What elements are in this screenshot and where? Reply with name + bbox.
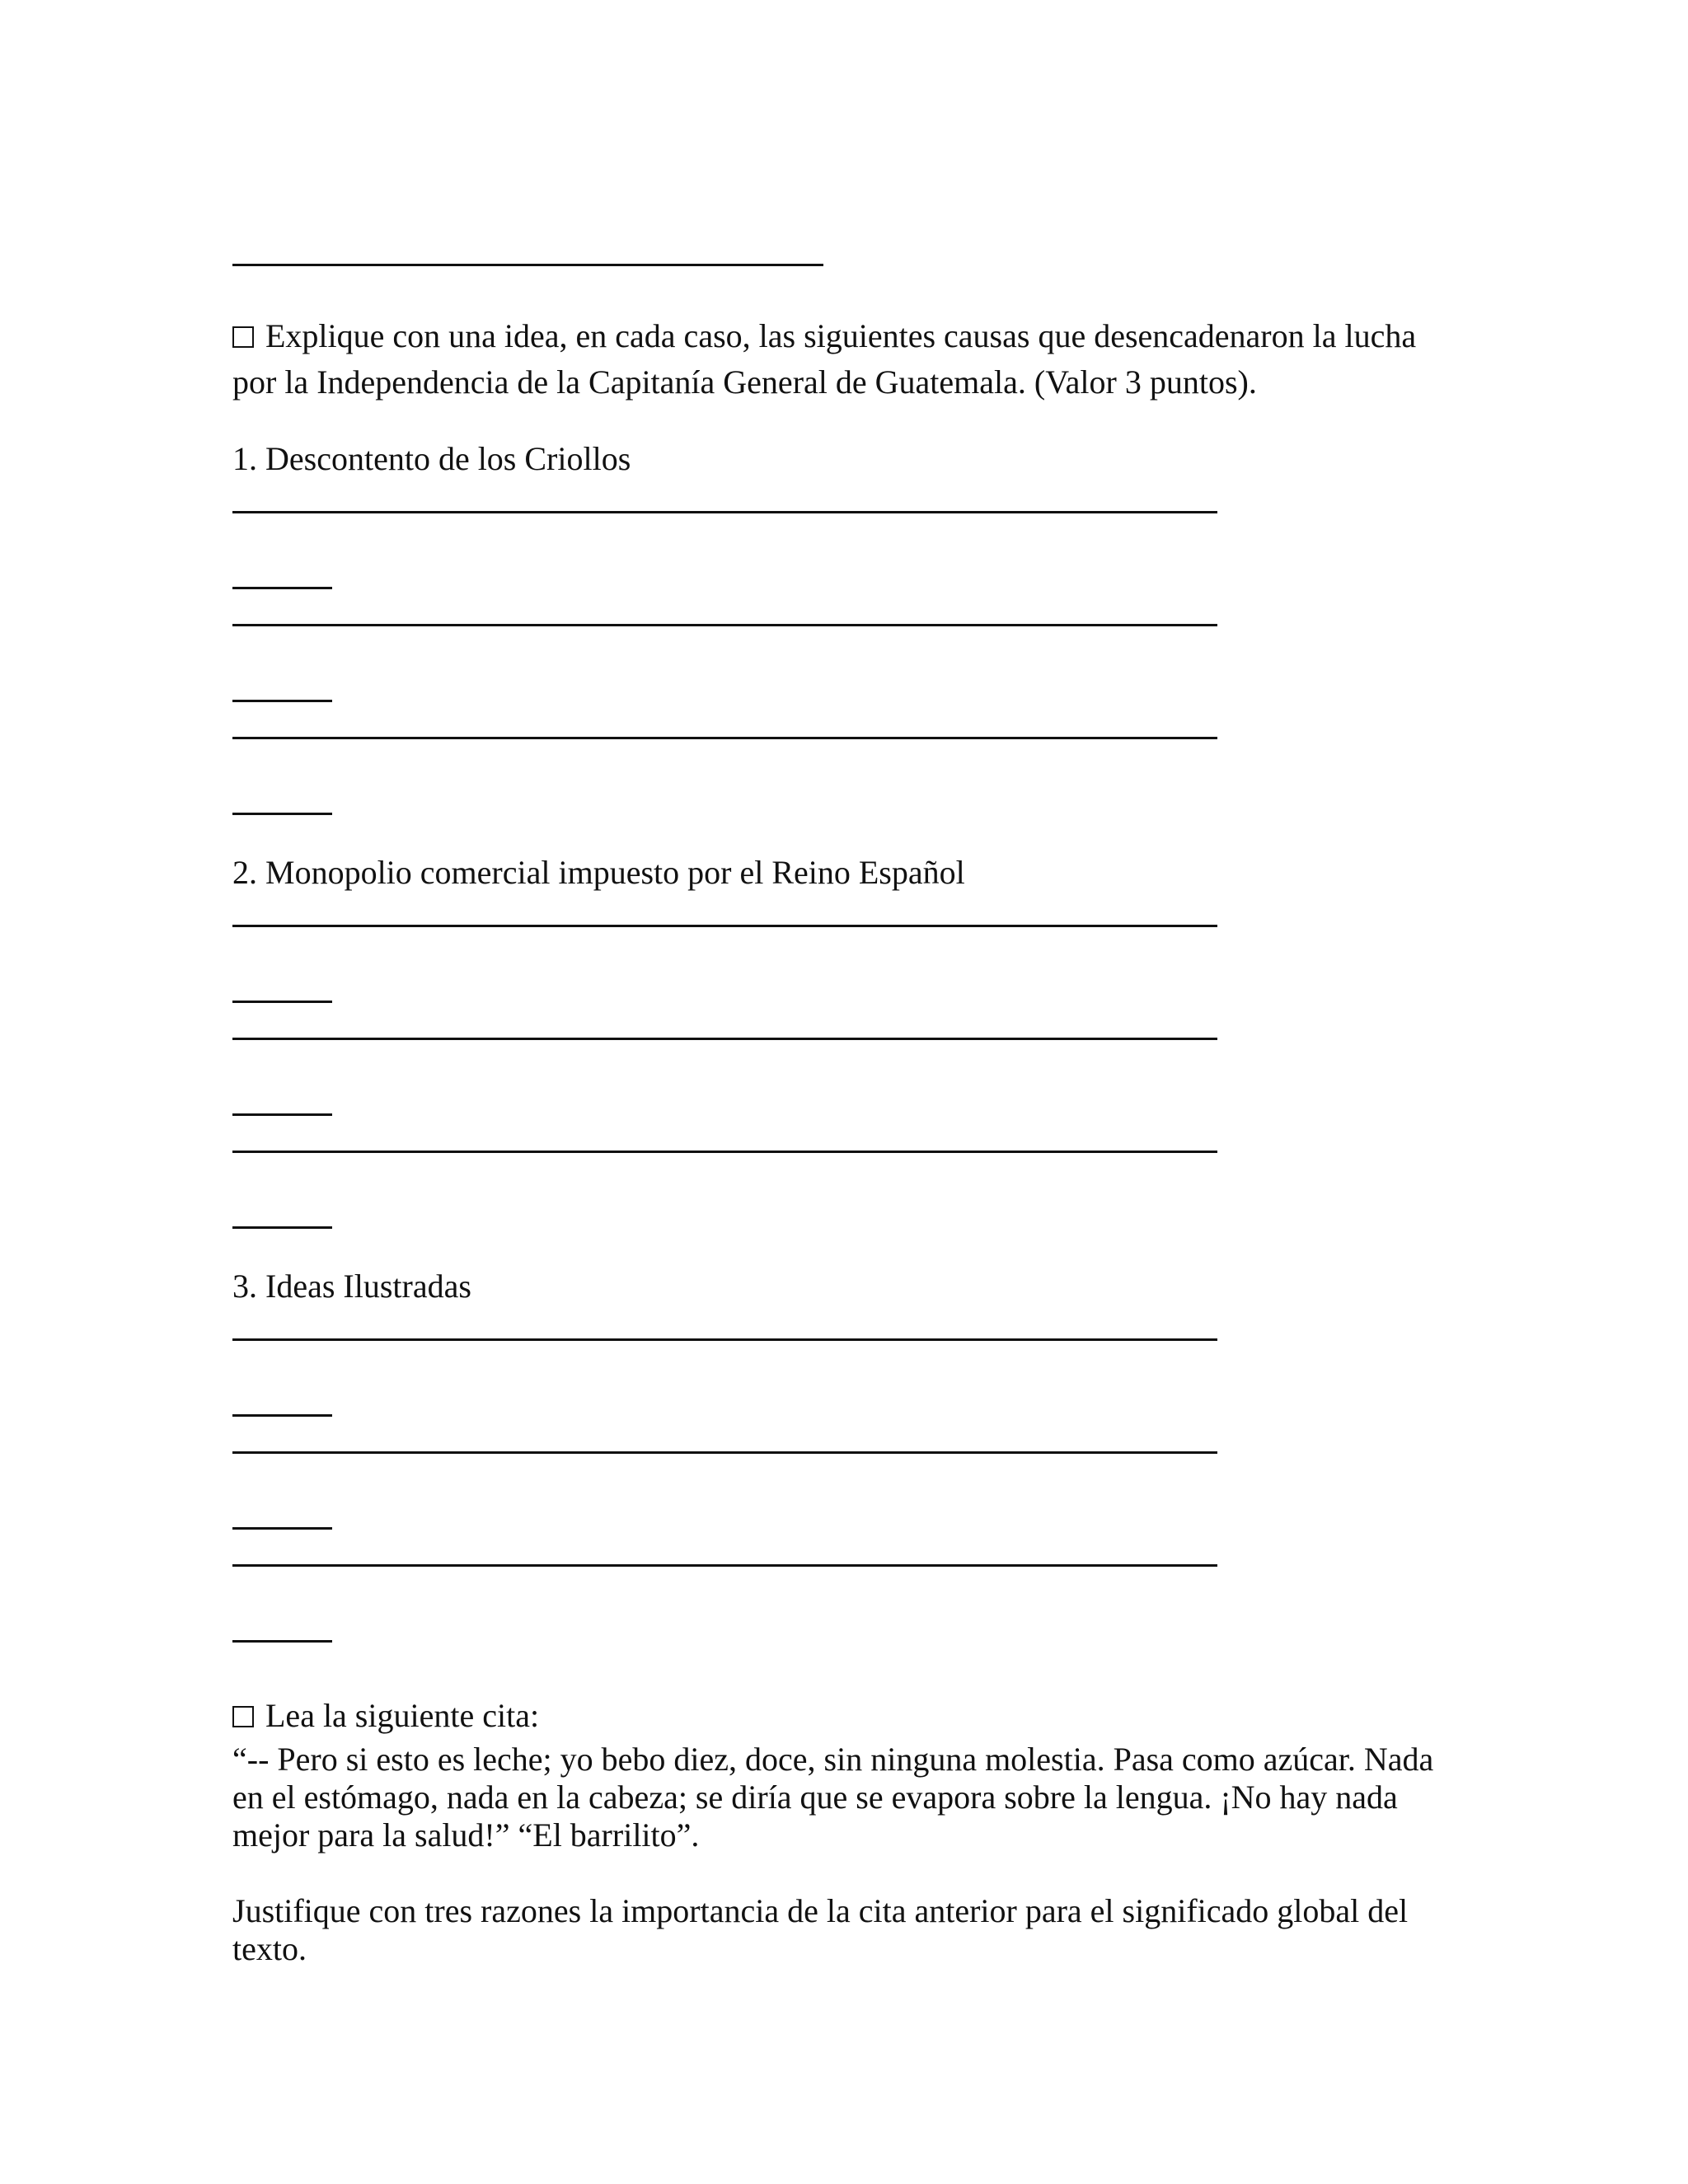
quote-line-3: mejor para la salud!” “El barrilito”. [232, 1816, 700, 1854]
instruction-line-2: texto. [232, 1930, 307, 1967]
answer-line[interactable] [232, 511, 1217, 513]
quote-line-2: en el estómago, nada en la cabeza; se diría que se evapora sobre la lengua. ¡No hay nada [232, 1779, 1398, 1816]
answer-line-short[interactable] [232, 1640, 332, 1643]
question-intro-line-1 [232, 313, 1416, 359]
instruction-line-1: Justifique con tres razones la importancia de la cita anterior para el significado global del [232, 1892, 1409, 1929]
answer-line[interactable] [232, 1151, 1217, 1153]
answer-line-short[interactable] [232, 1527, 332, 1530]
answer-line[interactable] [232, 1564, 1217, 1567]
answer-line[interactable] [232, 925, 1217, 927]
answer-line[interactable] [232, 737, 1217, 739]
answer-line[interactable] [232, 1338, 1217, 1341]
answer-line-short[interactable] [232, 700, 332, 702]
answer-line-short[interactable] [232, 813, 332, 815]
answer-line-short[interactable] [232, 1001, 332, 1003]
answer-line-short[interactable] [232, 1226, 332, 1229]
question-intro-text-1: Explique con una idea, en cada caso, las siguientes causas que desencadenaron la lucha [265, 317, 1417, 354]
answer-line[interactable] [232, 624, 1217, 626]
quote-prompt-text: Lea la siguiente cita: [265, 1697, 540, 1734]
checkbox-icon[interactable] [232, 1706, 254, 1727]
item-1-label: 1. Descontento de los Criollos [232, 440, 631, 477]
answer-line[interactable] [232, 1038, 1217, 1040]
question-intro-line-2: por la Independencia de la Capitanía General de Guatemala. (Valor 3 puntos). [232, 363, 1257, 401]
quote-line-1: “-- Pero si esto es leche; yo bebo diez, doce, sin ninguna molestia. Pasa como azúcar. Nada [232, 1741, 1434, 1778]
checkbox-icon[interactable] [232, 326, 254, 348]
quote-prompt [232, 1693, 539, 1738]
item-3-label: 3. Ideas Ilustradas [232, 1268, 471, 1305]
answer-line-short[interactable] [232, 1414, 332, 1417]
answer-line[interactable] [232, 1451, 1217, 1454]
answer-line-top[interactable] [232, 264, 823, 266]
answer-line-short[interactable] [232, 1113, 332, 1116]
answer-line-short[interactable] [232, 587, 332, 589]
item-2-label: 2. Monopolio comercial impuesto por el Reino Español [232, 854, 965, 891]
